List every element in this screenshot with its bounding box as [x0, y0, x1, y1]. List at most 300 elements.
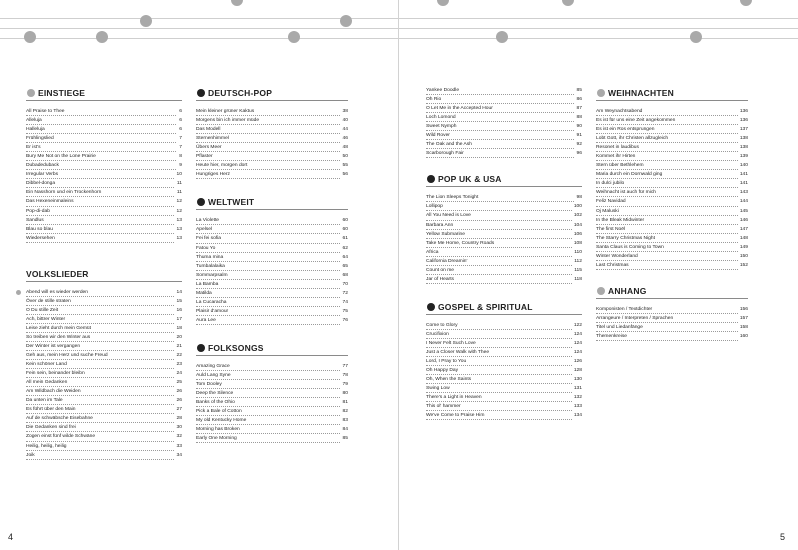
toc-entry: [26, 107, 182, 116]
entry-title: La Violette: [196, 218, 220, 224]
entry-title: Pick a Bale of Cotton: [196, 409, 242, 415]
toc-entry: [426, 321, 582, 330]
entry-title: Auld Lang Syne: [196, 372, 231, 378]
toc-entry: [26, 423, 182, 432]
entry-page: 131: [572, 384, 582, 393]
entry-title: Thuma mina: [196, 254, 224, 260]
entry-title: Mein kleiner grüner Kaktus: [196, 109, 255, 114]
entry-title: Take Me Home, Country Roads: [426, 240, 495, 246]
entry-page: 28: [175, 414, 182, 423]
toc-entry: [26, 405, 182, 414]
entry-page: 80: [341, 389, 348, 398]
toc-entry: [596, 152, 748, 161]
entry-list: [426, 193, 582, 283]
entry-title: Halleluja: [26, 127, 45, 133]
entry-page: 136: [738, 116, 748, 125]
toc-entry: [196, 152, 348, 161]
entry-list: [426, 321, 582, 421]
section-title: WEIHNACHTEN: [596, 86, 748, 101]
entry-page: 44: [341, 125, 348, 134]
entry-title: Sweet Nymph: [426, 124, 457, 130]
toc-entry: [196, 116, 348, 125]
entry-page: 124: [572, 330, 582, 339]
toc-entry: [26, 216, 182, 225]
toc-entry: [26, 324, 182, 333]
staff-line: [0, 38, 798, 39]
entry-page: 102: [572, 211, 582, 220]
bullet-icon: [197, 198, 205, 206]
toc-entry: [196, 262, 348, 271]
toc-entry: [426, 211, 582, 220]
toc-entry: [426, 113, 582, 122]
entry-page: 90: [575, 122, 582, 131]
entry-title: Auf de schwäbsche Eisebahne: [26, 416, 93, 422]
toc-entry: [26, 225, 182, 234]
toc-entry: [196, 425, 348, 434]
toc-entry: [26, 396, 182, 405]
toc-entry: [26, 414, 182, 423]
entry-title: Oh Happy Day: [426, 368, 459, 374]
entry-title: Oj Maluski: [596, 208, 619, 214]
toc-entry: [26, 188, 182, 197]
toc-entry: [596, 197, 748, 206]
section-title: GOSPEL & SPIRITUAL: [426, 300, 582, 315]
toc-entry: [196, 371, 348, 380]
toc-entry: [196, 380, 348, 389]
entry-title: All You Need is Love: [426, 213, 471, 219]
entry-list: [426, 86, 582, 158]
toc-entry: [596, 170, 748, 179]
bullet-icon: [597, 287, 605, 295]
entry-title: Wild Rover: [426, 133, 450, 139]
entry-title: Komponisten / Textdichter: [596, 306, 653, 312]
toc-entry: [196, 234, 348, 243]
note-icon: [24, 31, 36, 43]
toc-entry: [26, 170, 182, 179]
entry-title: O Let Me in the Accepted Hour: [426, 106, 493, 112]
entry-title: The Starry Christmas Night: [596, 235, 655, 241]
entry-page: 21: [175, 342, 182, 351]
entry-title: Just a Closer Walk with Thee: [426, 349, 490, 355]
entry-title: Apelsel: [196, 227, 213, 233]
section-volkslieder: [26, 267, 182, 460]
entry-title: Blau so blau: [26, 226, 53, 232]
entry-list: [596, 305, 748, 341]
toc-entry: [596, 107, 748, 116]
section-folksongs: [196, 341, 348, 443]
entry-page: 160: [738, 332, 748, 341]
entry-title: Oh Rio: [426, 97, 442, 103]
toc-entry: [426, 375, 582, 384]
entry-title: Maria durch ein Dornwald ging: [596, 172, 663, 178]
entry-title: Matilda: [196, 290, 212, 296]
entry-page: 92: [575, 140, 582, 149]
entry-title: Es führt über den Main: [26, 407, 76, 413]
entry-page: 48: [341, 143, 348, 152]
entry-page: 96: [575, 149, 582, 158]
toc-entry: [426, 104, 582, 113]
toc-entry: [196, 253, 348, 262]
toc-entry: [596, 216, 748, 225]
entry-page: 76: [341, 316, 348, 325]
toc-entry: [26, 288, 182, 297]
entry-title: Lord, I Pray to You: [426, 359, 467, 365]
entry-title: Pop-di-dab: [26, 208, 50, 214]
toc-entry: [196, 316, 348, 325]
entry-title: Bury Me Not on the Lone Prairie: [26, 154, 96, 160]
entry-title: Die Gedanken sind frei: [26, 425, 76, 431]
entry-title: Da unten im Tale: [26, 398, 63, 404]
entry-title: Yankee Doodle: [426, 88, 460, 93]
toc-entry: [196, 434, 348, 443]
toc-entry: [196, 289, 348, 298]
entry-page: 88: [575, 113, 582, 122]
entry-page: 16: [175, 306, 182, 315]
toc-entry: [596, 125, 748, 134]
toc-entry: [26, 116, 182, 125]
entry-title: Ach, bittrer Winter: [26, 316, 66, 322]
entry-page: 136: [738, 107, 748, 116]
toc-entry: [26, 342, 182, 351]
entry-page: 84: [341, 425, 348, 434]
entry-title: Plaisir d'amour: [196, 308, 229, 314]
entry-page: 12: [175, 197, 182, 206]
entry-title: Early One Morning: [196, 436, 237, 442]
entry-title: Count on me: [426, 267, 455, 273]
toc-entry: [596, 225, 748, 234]
staff-line: [0, 18, 798, 19]
entry-page: 75: [341, 307, 348, 316]
entry-title: Ein Nasshorn und ein Trockenhorn: [26, 190, 102, 196]
entry-page: 13: [175, 216, 182, 225]
note-icon: [562, 0, 574, 6]
entry-title: Dibbel-donga: [26, 181, 56, 187]
entry-title: Kommet ihr Hirten: [596, 154, 636, 160]
toc-entry: [426, 248, 582, 257]
toc-entry: [26, 234, 182, 243]
toc-entry: [26, 306, 182, 315]
entry-page: 140: [738, 161, 748, 170]
entry-title: Das Modell: [196, 127, 221, 133]
note-icon: [288, 31, 300, 43]
entry-title: Barbara Ann: [426, 222, 454, 228]
entry-page: 134: [572, 411, 582, 420]
entry-title: In dulci jubilo: [596, 181, 625, 187]
toc-entry: [596, 323, 748, 332]
entry-title: Yellow Submarine: [426, 231, 465, 237]
entry-title: Alleluja: [26, 118, 42, 124]
entry-page: 34: [175, 451, 182, 460]
entry-page: 13: [175, 225, 182, 234]
toc-entry: [26, 351, 182, 360]
entry-page: 82: [341, 407, 348, 416]
entry-page: 74: [341, 298, 348, 307]
entry-page: 38: [341, 107, 348, 116]
entry-title: La Bamba: [196, 281, 219, 287]
toc-entry: [596, 188, 748, 197]
entry-page: 83: [341, 416, 348, 425]
entry-title: All Praise to Thee: [26, 109, 65, 114]
note-icon: [340, 15, 352, 27]
entry-title: Es ist für uns eine Zeit angekommen: [596, 118, 676, 124]
bullet-icon: [16, 290, 21, 295]
section-title: EINSTIEGE: [26, 86, 182, 101]
entry-page: 56: [341, 170, 348, 179]
section-title: ANHANG: [596, 284, 748, 299]
entry-title: In the Bleak Midwinter: [596, 217, 645, 223]
entry-title: I Never Felt Such Love: [426, 340, 476, 346]
entry-page: 147: [738, 225, 748, 234]
entry-page: 143: [738, 188, 748, 197]
entry-title: So treiben wir den Winter aus: [26, 334, 91, 340]
toc-entry: [426, 330, 582, 339]
entry-title: Frühlingslied: [26, 136, 54, 142]
toc-entry: [596, 179, 748, 188]
entry-page: 10: [175, 170, 182, 179]
toc-entry: [426, 402, 582, 411]
entry-title: My old Kentucky Home: [196, 418, 247, 424]
entry-title: Fein sein, beinander bleibn: [26, 371, 85, 377]
entry-title: Titel und Liedanfänge: [596, 324, 643, 330]
entry-page: 72: [341, 289, 348, 298]
entry-page: 130: [572, 375, 582, 384]
entry-page: 30: [175, 423, 182, 432]
toc-entry: [196, 416, 348, 425]
toc-entry: [596, 314, 748, 323]
entry-page: 157: [738, 314, 748, 323]
entry-list: [596, 107, 748, 270]
entry-page: 25: [175, 378, 182, 387]
toc-entry: [196, 280, 348, 289]
entry-page: 146: [738, 216, 748, 225]
entry-page: 22: [175, 351, 182, 360]
note-icon: [496, 31, 508, 43]
entry-page: 46: [341, 134, 348, 143]
section-weltweit: [196, 195, 348, 325]
entry-title: Kein schöner Land: [26, 362, 67, 368]
entry-title: Jar of Hearts: [426, 276, 454, 282]
toc-entry: [26, 179, 182, 188]
entry-title: Wiedersehen: [26, 235, 55, 241]
bullet-icon: [197, 344, 205, 352]
entry-page: 61: [341, 234, 348, 243]
page-number-right: 5: [780, 532, 786, 542]
entry-list: [26, 107, 182, 243]
toc-column-2: [196, 86, 348, 453]
entry-page: 60: [341, 225, 348, 234]
toc-entry: [426, 202, 582, 211]
entry-title: California Dreamin': [426, 258, 468, 264]
entry-title: Der Winter ist vergangen: [26, 343, 81, 349]
entry-page: 98: [575, 193, 582, 202]
toc-entry: [196, 298, 348, 307]
toc-entry: [26, 333, 182, 342]
toc-entry: [426, 257, 582, 266]
toc-entry: [26, 432, 182, 441]
entry-title: Sandlus: [26, 217, 44, 223]
toc-entry: [196, 225, 348, 234]
toc-entry: [426, 140, 582, 149]
toc-entry: [426, 95, 582, 104]
toc-entry: [426, 275, 582, 284]
bullet-icon: [197, 89, 205, 97]
entry-page: 64: [341, 253, 348, 262]
entry-title: Hungriges Herz: [196, 172, 230, 178]
entry-page: 77: [341, 362, 348, 371]
section-weihnachten: [596, 86, 748, 270]
toc-entry: [26, 197, 182, 206]
entry-title: Resonet in laudibus: [596, 145, 639, 151]
toc-entry: [196, 161, 348, 170]
entry-page: 145: [738, 207, 748, 216]
toc-entry: [26, 143, 182, 152]
toc-entry: [426, 221, 582, 230]
toc-entry: [26, 297, 182, 306]
toc-entry: [426, 266, 582, 275]
note-icon: [690, 31, 702, 43]
entry-page: 60: [341, 216, 348, 225]
toc-entry: [196, 271, 348, 280]
toc-entry: [26, 451, 182, 460]
entry-page: 124: [572, 339, 582, 348]
entry-page: 17: [175, 315, 182, 324]
entry-page: 124: [572, 348, 582, 357]
note-icon: [231, 0, 243, 6]
entry-page: 78: [341, 371, 348, 380]
entry-page: 12: [175, 207, 182, 216]
entry-title: Last Christmas: [596, 262, 629, 268]
entry-title: O Du stille Zeit: [26, 307, 59, 313]
entry-list: [196, 216, 348, 325]
toc-entry: [196, 107, 348, 116]
toc-entry: [26, 442, 182, 451]
entry-page: 32: [175, 432, 182, 441]
entry-page: 104: [572, 221, 582, 230]
entry-page: 55: [341, 161, 348, 170]
entry-page: 133: [572, 402, 582, 411]
toc-entry: [196, 143, 348, 152]
entry-page: 106: [572, 230, 582, 239]
entry-title: Arrangeure / Interpreten / Sprachen: [596, 315, 674, 321]
entry-page: 23: [175, 360, 182, 369]
entry-title: Dubadeduback: [26, 163, 59, 169]
entry-page: 126: [572, 357, 582, 366]
entry-page: 7: [177, 134, 182, 143]
entry-title: Heute hier, morgen dort: [196, 163, 248, 169]
entry-list: [26, 288, 182, 460]
entry-title: The Lion Sleeps Tonight: [426, 195, 479, 201]
entry-title: Er ist's: [26, 145, 41, 151]
toc-entry: [426, 411, 582, 420]
entry-title: Fei fei sofia: [196, 236, 222, 242]
entry-page: 122: [572, 321, 582, 330]
toc-entry: [426, 230, 582, 239]
entry-title: Zogen einst fünf wilde Schwäne: [26, 434, 96, 440]
entry-title: Stern über Bethlehem: [596, 163, 644, 169]
entry-title: Santa Claus is Coming to Town: [596, 244, 664, 250]
toc-entry: [596, 243, 748, 252]
entry-title: Scarborough Fair: [426, 151, 464, 157]
entry-page: 149: [738, 243, 748, 252]
entry-list: [196, 362, 348, 443]
entry-page: 62: [341, 244, 348, 253]
toc-entry: [426, 122, 582, 131]
entry-page: 68: [341, 271, 348, 280]
entry-page: 150: [738, 252, 748, 261]
toc-entry: [196, 398, 348, 407]
entry-page: 33: [175, 442, 182, 451]
entry-title: Weihnacht ist auch für mich: [596, 190, 656, 196]
entry-title: Lollipop: [426, 204, 443, 210]
section-title: FOLKSONGS: [196, 341, 348, 356]
entry-title: We've Come to Praise Him: [426, 413, 485, 419]
entry-title: Sommarpsalm: [196, 272, 228, 278]
section-title: DEUTSCH-POP: [196, 86, 348, 101]
entry-title: Tumbalalaika: [196, 263, 225, 269]
toc-entry: [196, 134, 348, 143]
entry-title: Morgens bin ich immer müde: [196, 118, 260, 124]
entry-title: Sternenhimmel: [196, 136, 229, 142]
entry-page: 40: [341, 116, 348, 125]
entry-page: 141: [738, 170, 748, 179]
entry-page: 20: [175, 333, 182, 342]
section-gospel: [426, 300, 582, 421]
entry-page: 144: [738, 197, 748, 206]
entry-title: Themenkreise: [596, 333, 627, 339]
entry-page: 141: [738, 179, 748, 188]
entry-page: 50: [341, 152, 348, 161]
entry-title: The Oak and the Ash: [426, 142, 472, 148]
entry-page: 128: [572, 366, 582, 375]
toc-column-3: [426, 86, 582, 430]
toc-entry: [596, 252, 748, 261]
entry-page: 26: [175, 396, 182, 405]
toc-entry: [26, 134, 182, 143]
entry-page: 91: [575, 131, 582, 140]
toc-entry: [426, 384, 582, 393]
section-anhang: [596, 284, 748, 341]
entry-title: All mein Gedanken: [26, 380, 68, 386]
entry-page: 6: [177, 116, 182, 125]
entry-page: 148: [738, 234, 748, 243]
entry-page: 11: [175, 179, 182, 188]
entry-page: 118: [572, 275, 582, 284]
entry-page: 115: [572, 266, 582, 275]
section-continued: [426, 86, 582, 158]
entry-page: 6: [177, 125, 182, 134]
bullet-icon: [597, 89, 605, 97]
toc-entry: [196, 216, 348, 225]
entry-title: Morning has Broken: [196, 427, 240, 433]
toc-entry: [196, 407, 348, 416]
section-title: POP UK & USA: [426, 172, 582, 187]
entry-title: Amazing Grace: [196, 363, 230, 369]
toc-entry: [596, 116, 748, 125]
toc-entry: [426, 357, 582, 366]
entry-title: Am Weynachtsabend: [596, 109, 643, 114]
entry-title: Pflaster: [196, 154, 213, 160]
page-number-left: 4: [8, 532, 14, 542]
entry-page: 86: [575, 95, 582, 104]
entry-title: There's a Light in Heaven: [426, 395, 482, 401]
entry-page: 8: [177, 152, 182, 161]
entry-title: The first Noël: [596, 226, 626, 232]
entry-title: Irregular Verbs: [26, 172, 59, 178]
entry-title: Swing Low: [426, 386, 450, 392]
entry-page: 14: [175, 288, 182, 297]
toc-entry: [426, 366, 582, 375]
entry-page: 26: [175, 387, 182, 396]
